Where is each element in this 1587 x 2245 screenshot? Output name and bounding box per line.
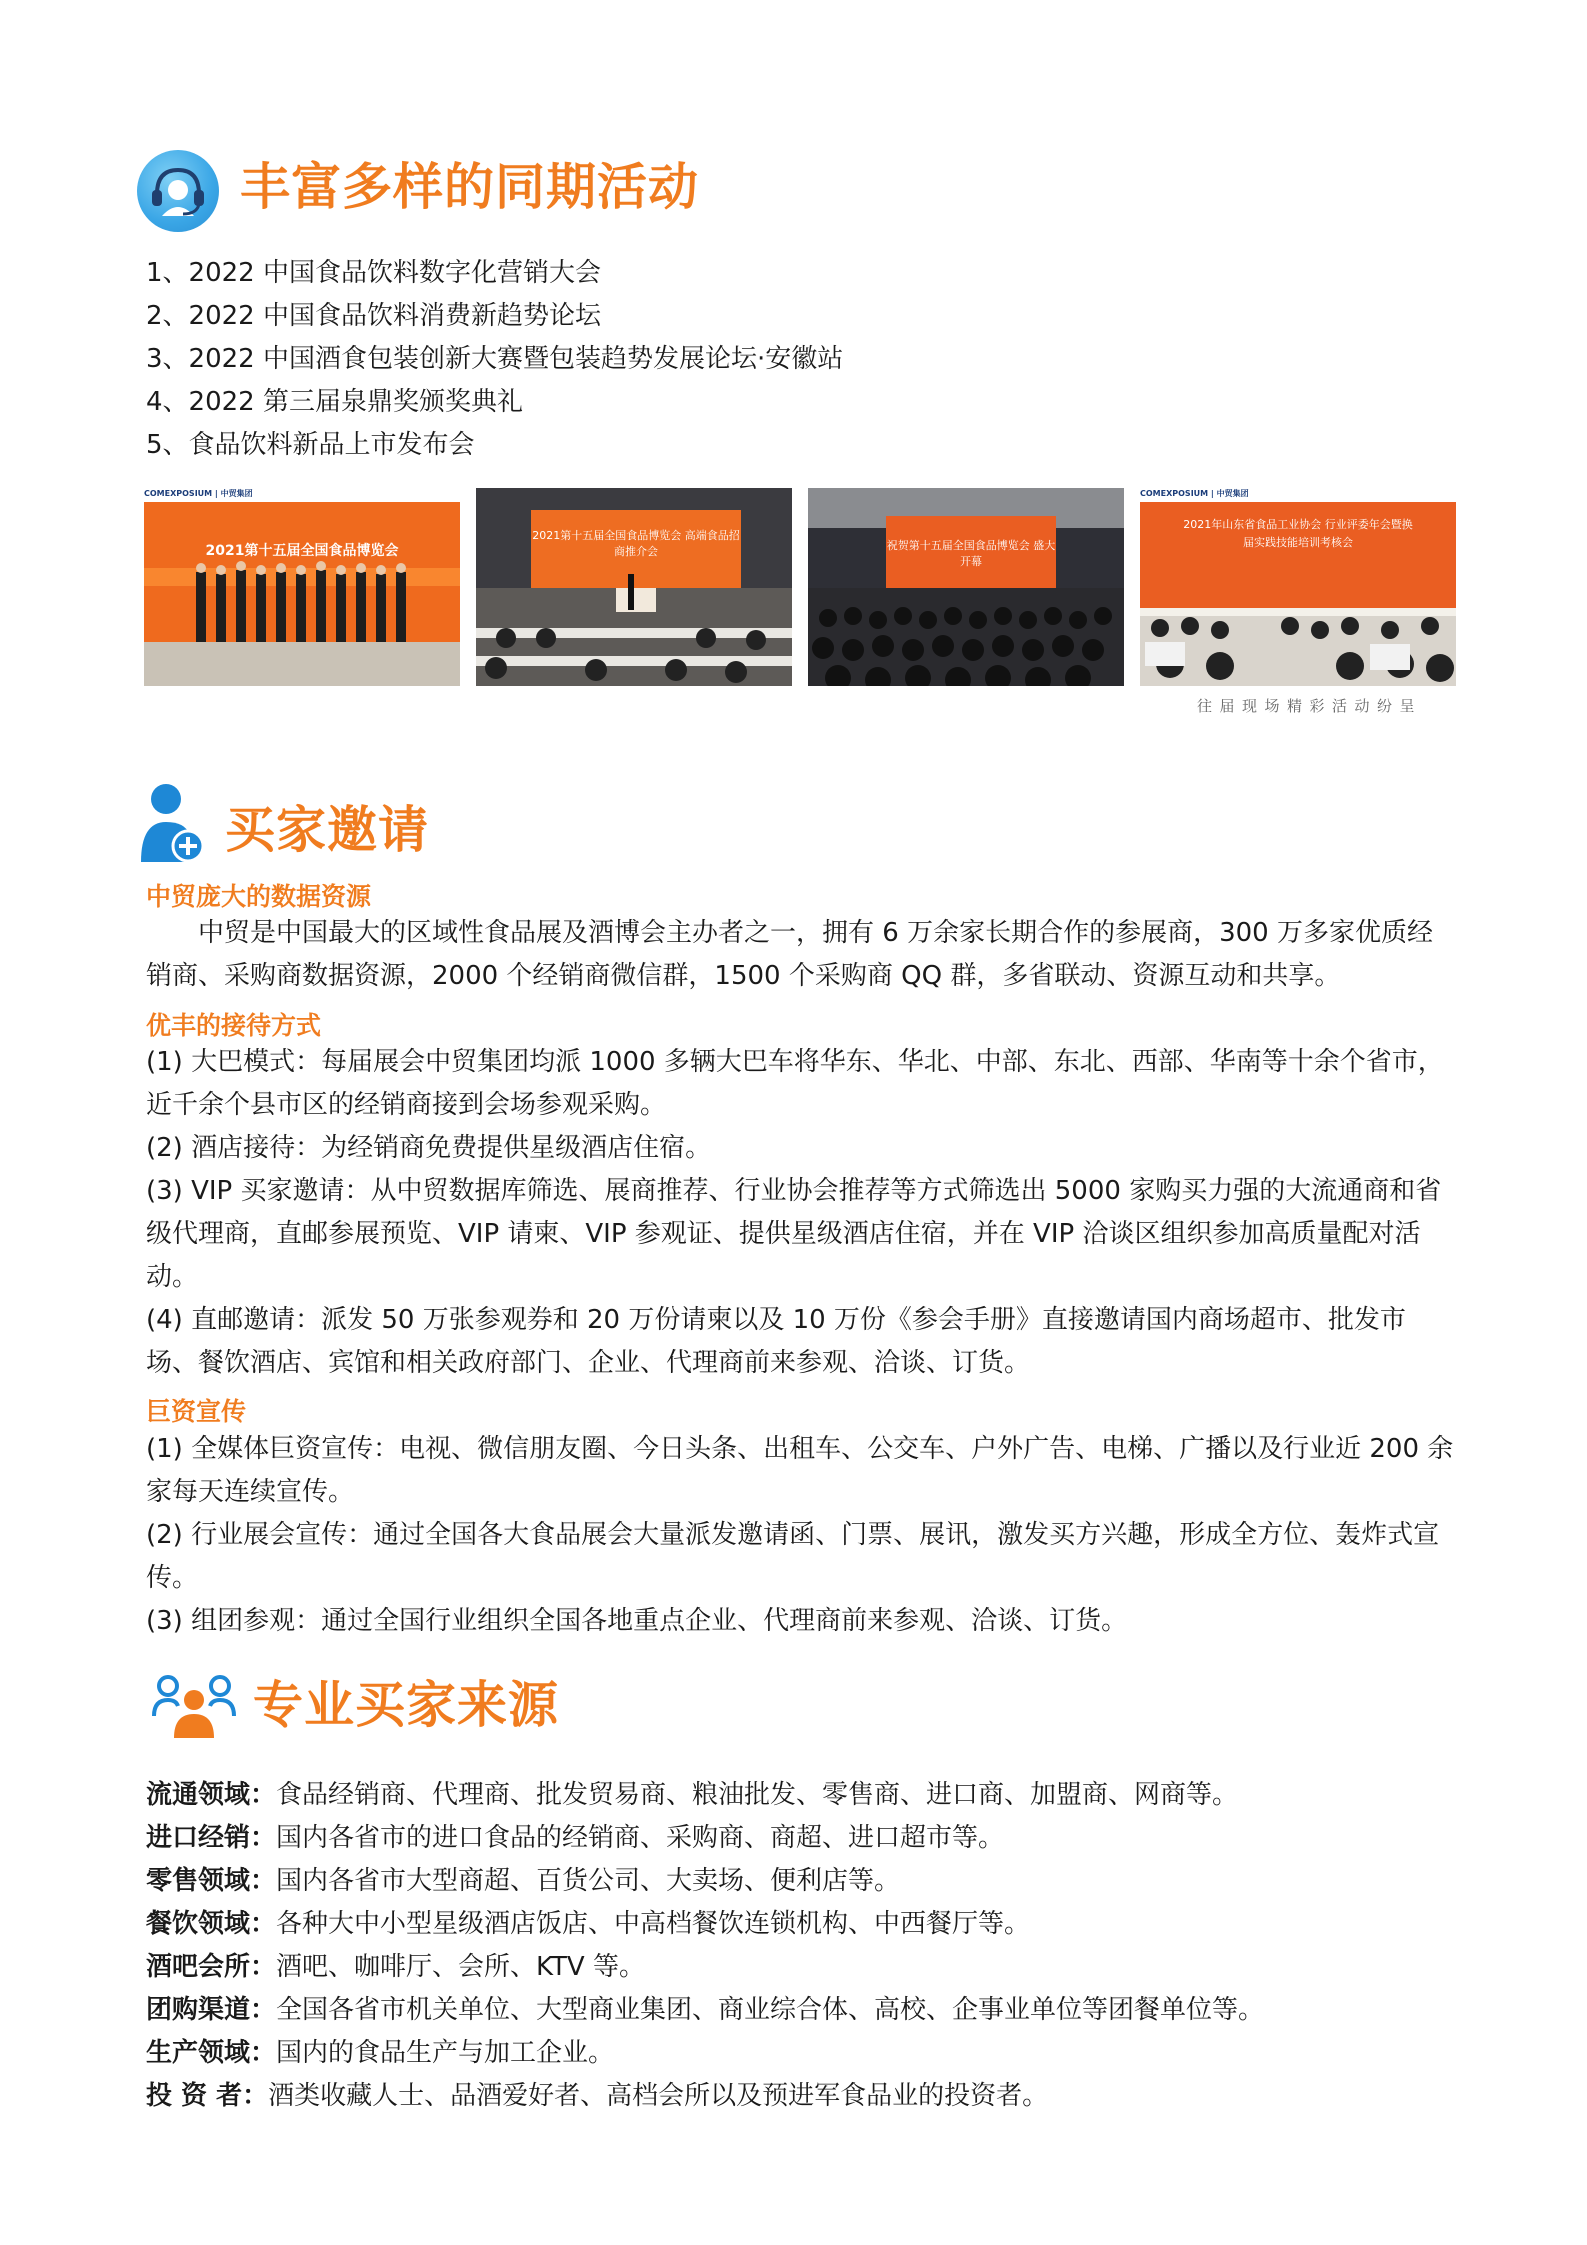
section-title-buyers: 买家邀请 (225, 801, 429, 859)
promotion-item: (2) 行业展会宣传：通过全国各大食品展会大量派发邀请函、门票、展讯，激发买方兴趣，形成全方位、轰炸式宣传。 (146, 1520, 1440, 1593)
reception-item: (2) 酒店接待：为经销商免费提供星级酒店住宿。 (146, 1133, 712, 1163)
promotion-list (146, 1428, 1456, 1643)
promotion-item: (3) 组团参观：通过全国行业组织全国各地重点企业、代理商前来参观、洽谈、订货。 (146, 1606, 1128, 1636)
list-item (146, 1903, 1264, 1946)
headset-icon (137, 150, 219, 232)
source-label: 流通领域： (146, 1780, 277, 1810)
people-icon (152, 1672, 236, 1738)
list-item (146, 2075, 1264, 2118)
source-text: 酒类收藏人士、品酒爱好者、高档会所以及预进军食品业的投资者。 (268, 2081, 1049, 2111)
reception-item: (4) 直邮邀请：派发 50 万张参观券和 20 万份请柬以及 10 万份《参会手册》直接邀请国内商场超市、批发市场、餐饮酒店、宾馆和相关政府部门、企业、代理商前来参观、洽谈、订货。 (146, 1305, 1406, 1378)
source-text: 酒吧、咖啡厅、会所、KTV 等。 (276, 1952, 645, 1982)
subheading-promotion: 巨资宣传 (146, 1397, 247, 1426)
reception-item: (3) VIP 买家邀请：从中贸数据库筛选、展商推荐、行业协会推荐等方式筛选出 5000 家购买力强的大流通商和省级代理商，直邮参展预览、VIP 请柬、VIP 参观证、提供星级酒店住宿，并在 VIP 洽谈区组织参加高质量配对活动。 (146, 1176, 1442, 1292)
list-item (146, 1989, 1264, 2032)
source-label: 餐饮领域： (146, 1909, 277, 1939)
photo-banner-text: 2021第十五届全国食品博览会 高端食品招商推介会 (532, 529, 740, 558)
source-text: 食品经销商、代理商、批发贸易商、粮油批发、零售商、进口商、加盟商、网商等。 (276, 1780, 1239, 1810)
section-title-activities: 丰富多样的同期活动 (240, 158, 699, 216)
list-item (146, 1774, 1264, 1817)
list-item: 2、2022 中国食品饮料消费新趋势论坛 (146, 301, 601, 331)
list-item (146, 1946, 1264, 1989)
event-photo-3 (808, 488, 1124, 686)
list-item (146, 1817, 1264, 1860)
source-label: 生产领域： (146, 2038, 277, 2068)
section-title-buyer-sources: 专业买家来源 (253, 1676, 559, 1734)
source-label: 团购渠道： (146, 1995, 277, 2025)
source-label: 进口经销： (146, 1823, 277, 1853)
source-label: 零售领域： (146, 1866, 277, 1896)
photo-banner-text: 2021第十五届全国食品博览会 (205, 543, 399, 559)
source-text: 国内的食品生产与加工企业。 (276, 2038, 615, 2068)
activity-list (146, 252, 843, 467)
list-item (146, 1860, 1264, 1903)
source-label: 投 资 者： (146, 2081, 269, 2111)
source-text: 各种大中小型星级酒店饭店、中高档餐饮连锁机构、中西餐厅等。 (276, 1909, 1031, 1939)
list-item: 3、2022 中国酒食包装创新大赛暨包装趋势发展论坛·安徽站 (146, 344, 844, 374)
list-item: 1、2022 中国食品饮料数字化营销大会 (146, 258, 601, 288)
list-item: 4、2022 第三届泉鼎奖颁奖典礼 (146, 387, 523, 417)
reception-list (146, 1041, 1456, 1385)
user-add-icon (139, 782, 205, 864)
subheading-data-resources: 中贸庞大的数据资源 (146, 882, 372, 911)
subheading-reception: 优丰的接待方式 (146, 1011, 322, 1040)
source-text: 国内各省市的进口食品的经销商、采购商、商超、进口超市等。 (276, 1823, 1005, 1853)
source-text: 国内各省市大型商超、百货公司、大卖场、便利店等。 (276, 1866, 901, 1896)
paragraph-data-resources: 中贸是中国最大的区域性食品展及酒博会主办者之一，拥有 6 万余家长期合作的参展商，300 万多家优质经销商、采购商数据资源，2000 个经销商微信群，1500 个采购商 QQ 群，多省联动、资源互动和共享。 (146, 918, 1433, 991)
photo-banner-text: 2021年山东省食品工业协会 行业评委年会暨换届实践技能培训考核会 (1183, 518, 1413, 549)
source-text: 全国各省市机关单位、大型商业集团、商业综合体、高校、企事业单位等团餐单位等。 (276, 1995, 1265, 2025)
event-photo-1 (144, 488, 460, 686)
photo-logos: COMEXPOSIUM | 中贸集团 (144, 489, 253, 498)
promotion-item: (1) 全媒体巨资宣传：电视、微信朋友圈、今日头条、出租车、公交车、户外广告、电梯、广播以及行业近 200 余家每天连续宣传。 (146, 1434, 1454, 1507)
photo-logos: COMEXPOSIUM | 中贸集团 (1140, 489, 1249, 498)
list-item: 5、食品饮料新品上市发布会 (146, 430, 475, 460)
photo-caption: 往届现场精彩活动纷呈 (1197, 697, 1423, 715)
photo-banner-text: 祝贺第十五届全国食品博览会 盛大开幕 (886, 539, 1056, 568)
source-label: 酒吧会所： (146, 1952, 277, 1982)
event-photo-4 (1140, 488, 1456, 686)
reception-item: (1) 大巴模式：每届展会中贸集团均派 1000 多辆大巴车将华东、华北、中部、东北、西部、华南等十余个省市，近千余个县市区的经销商接到会场参观采购。 (146, 1047, 1444, 1120)
buyer-sources-list (146, 1774, 1264, 2118)
event-photo-2 (476, 488, 792, 686)
list-item (146, 2032, 1264, 2075)
